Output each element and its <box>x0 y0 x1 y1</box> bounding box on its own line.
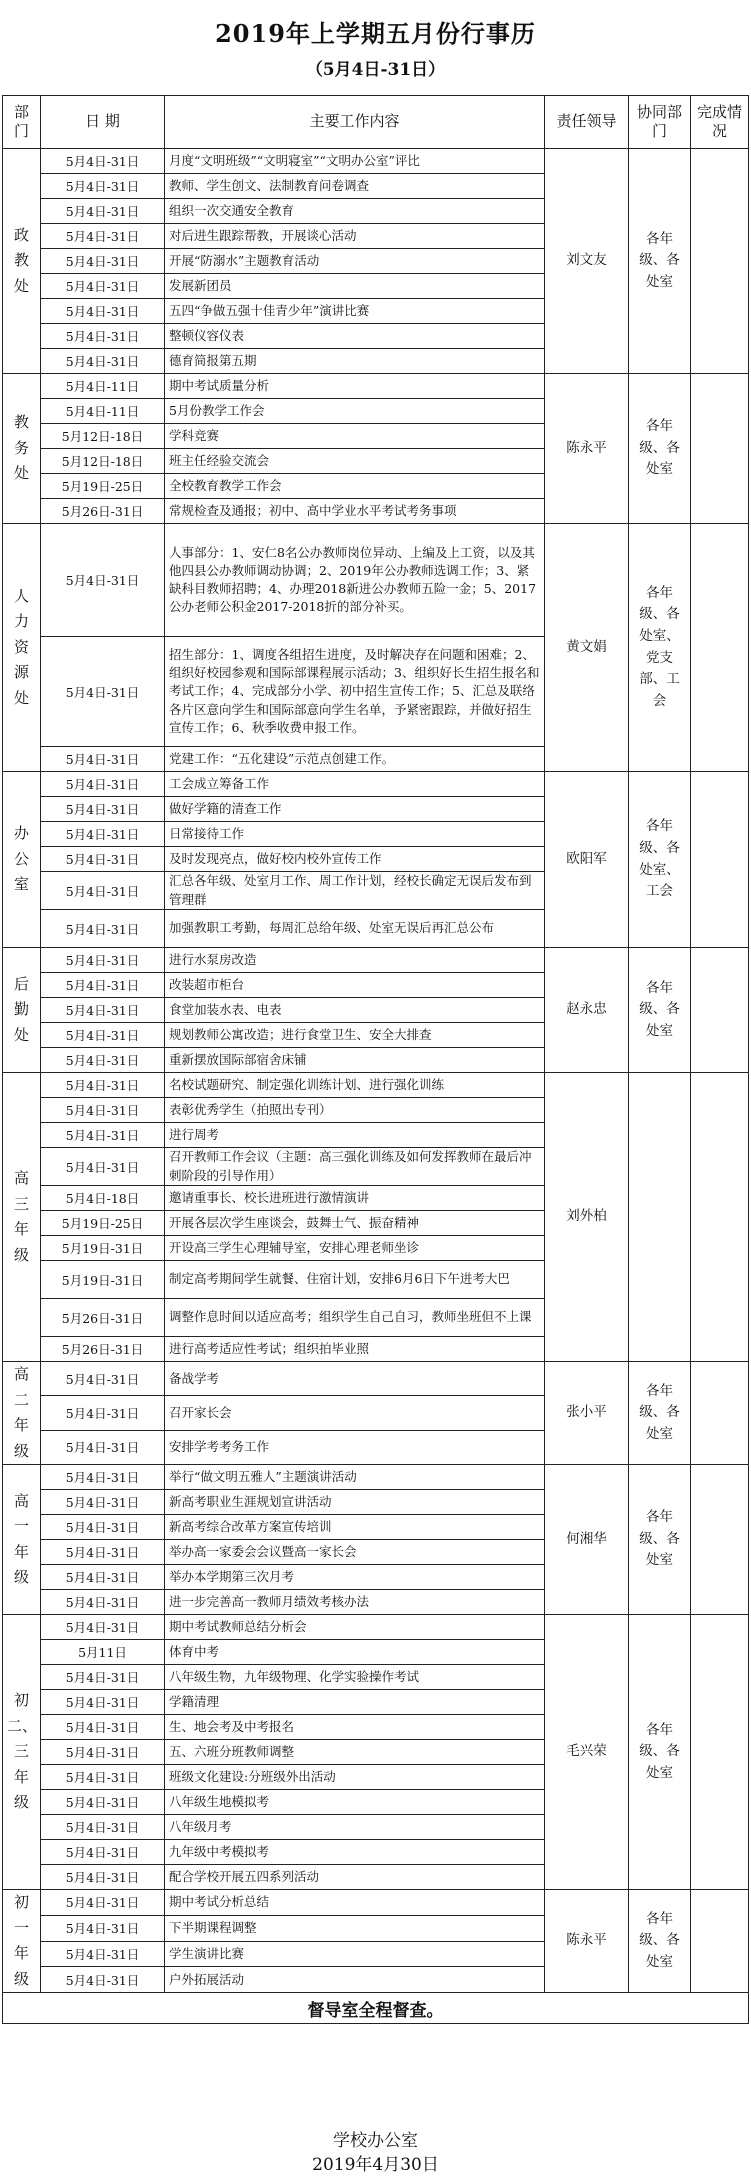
done-cell <box>691 1465 749 1615</box>
task-cell: 新高考综合改革方案宣传培训 <box>165 1515 545 1540</box>
done-cell <box>691 772 749 948</box>
date-cell: 5月4日-31日 <box>41 1515 165 1540</box>
task-cell: 班级文化建设:分班级外出活动 <box>165 1765 545 1790</box>
task-cell: 学生演讲比赛 <box>165 1941 545 1967</box>
leader-cell: 何湘华 <box>545 1465 629 1615</box>
dept-cell: 教务处 <box>3 374 41 524</box>
date-cell: 5月4日-31日 <box>41 1565 165 1590</box>
page-title: 2019年上学期五月份行事历 <box>215 19 536 48</box>
task-cell: 期中考试质量分析 <box>165 374 545 399</box>
task-cell: 常规检查及通报；初中、高中学业水平考试考务事项 <box>165 499 545 524</box>
supervision-row <box>3 1993 749 2024</box>
date-cell: 5月26日-31日 <box>41 1299 165 1337</box>
date-cell: 5月4日-31日 <box>41 174 165 199</box>
task-cell: 德育简报第五期 <box>165 349 545 374</box>
table-row <box>3 1073 749 1098</box>
page-subtitle: （5月4日-31日） <box>305 60 446 80</box>
task-cell: 制定高考期间学生就餐、住宿计划，安排6月6日下午进考大巴 <box>165 1261 545 1299</box>
task-cell: 发展新团员 <box>165 274 545 299</box>
done-cell <box>691 948 749 1073</box>
task-cell: 调整作息时间以适应高考；组织学生自己自习，教师坐班但不上课 <box>165 1299 545 1337</box>
date-cell: 5月4日-31日 <box>41 1148 165 1186</box>
date-cell: 5月4日-31日 <box>41 1540 165 1565</box>
date-cell: 5月4日-31日 <box>41 1690 165 1715</box>
task-cell: 召开教师工作会议（主题：高三强化训练及如何发挥教师在最后冲刺阶段的引导作用） <box>165 1148 545 1186</box>
date-cell: 5月4日-31日 <box>41 772 165 797</box>
coop-cell: 各年级、各处室 <box>629 374 691 524</box>
task-cell: 举办本学期第三次月考 <box>165 1565 545 1590</box>
date-cell: 5月4日-31日 <box>41 249 165 274</box>
footer-date: 2019年4月30日 <box>312 2155 439 2175</box>
date-cell: 5月4日-31日 <box>41 1740 165 1765</box>
date-cell: 5月4日-31日 <box>41 1840 165 1865</box>
date-cell: 5月19日-31日 <box>41 1236 165 1261</box>
date-cell: 5月4日-31日 <box>41 747 165 772</box>
date-cell: 5月4日-31日 <box>41 797 165 822</box>
task-cell: 日常接待工作 <box>165 822 545 847</box>
done-cell <box>691 1073 749 1362</box>
date-cell: 5月4日-31日 <box>41 973 165 998</box>
date-cell: 5月11日 <box>41 1640 165 1665</box>
done-cell <box>691 524 749 772</box>
footer-office: 学校办公室 <box>333 2131 418 2151</box>
dept-cell: 高三年级 <box>3 1073 41 1362</box>
done-cell <box>691 149 749 374</box>
header-dept: 部门 <box>3 96 41 149</box>
leader-cell: 刘文友 <box>545 149 629 374</box>
date-cell: 5月4日-31日 <box>41 1023 165 1048</box>
table-row <box>3 374 749 399</box>
task-cell: 开展“防溺水”主题教育活动 <box>165 249 545 274</box>
date-cell: 5月4日-31日 <box>41 324 165 349</box>
table-row <box>3 1362 749 1396</box>
task-cell: 加强教职工考勤，每周汇总给年级、处室无误后再汇总公布 <box>165 910 545 948</box>
task-cell: 做好学籍的清查工作 <box>165 797 545 822</box>
task-cell: 进行周考 <box>165 1123 545 1148</box>
leader-cell: 黄文娟 <box>545 524 629 772</box>
task-cell: 备战学考 <box>165 1362 545 1396</box>
task-cell: 月度“文明班级”“文明寝室”“文明办公室”评比 <box>165 149 545 174</box>
task-cell: 工会成立筹备工作 <box>165 772 545 797</box>
task-cell: 学科竞赛 <box>165 424 545 449</box>
task-cell: 表彰优秀学生（拍照出专刊） <box>165 1098 545 1123</box>
date-cell: 5月4日-31日 <box>41 149 165 174</box>
task-cell: 党建工作：“五化建设”示范点创建工作。 <box>165 747 545 772</box>
date-cell: 5月4日-31日 <box>41 847 165 872</box>
task-cell: 及时发现亮点，做好校内校外宣传工作 <box>165 847 545 872</box>
date-cell: 5月4日-31日 <box>41 1915 165 1941</box>
header-task: 主要工作内容 <box>165 96 545 149</box>
date-cell: 5月4日-31日 <box>41 1362 165 1396</box>
date-cell: 5月4日-31日 <box>41 199 165 224</box>
header-done: 完成情况 <box>691 96 749 149</box>
date-cell: 5月4日-31日 <box>41 1941 165 1967</box>
leader-cell: 陈永平 <box>545 374 629 524</box>
leader-cell: 欧阳军 <box>545 772 629 948</box>
table-row <box>3 948 749 973</box>
task-cell: 班主任经验交流会 <box>165 449 545 474</box>
date-cell: 5月4日-31日 <box>41 637 165 747</box>
header-row <box>3 96 749 149</box>
date-cell: 5月4日-31日 <box>41 910 165 948</box>
header-coop: 协同部门 <box>629 96 691 149</box>
task-cell: 5月份教学工作会 <box>165 399 545 424</box>
date-cell: 5月4日-31日 <box>41 274 165 299</box>
coop-cell <box>629 1073 691 1362</box>
task-cell: 汇总各年级、处室月工作、周工作计划，经校长确定无误后发布到管理群 <box>165 872 545 910</box>
task-cell: 开展各层次学生座谈会，鼓舞士气、振奋精神 <box>165 1211 545 1236</box>
dept-cell: 办公室 <box>3 772 41 948</box>
date-cell: 5月4日-31日 <box>41 948 165 973</box>
date-cell: 5月4日-31日 <box>41 1073 165 1098</box>
task-cell: 举行“做文明五雅人”主题演讲活动 <box>165 1465 545 1490</box>
date-cell: 5月4日-31日 <box>41 299 165 324</box>
date-cell: 5月4日-11日 <box>41 399 165 424</box>
task-cell: 名校试题研究、制定强化训练计划、进行强化训练 <box>165 1073 545 1098</box>
coop-cell: 各年级、各处室、党支部、工会 <box>629 524 691 772</box>
task-cell: 期中考试分析总结 <box>165 1890 545 1916</box>
date-cell: 5月4日-31日 <box>41 1490 165 1515</box>
date-cell: 5月26日-31日 <box>41 499 165 524</box>
task-cell: 八年级生物，九年级物理、化学实验操作考试 <box>165 1665 545 1690</box>
task-cell: 招生部分：1、调度各组招生进度，及时解决存在问题和困难；2、组织好校园参观和国际部课程展示活动；3、组织好长生招生报名和考试工作；4、完成部分小学、初中招生宣传工作；5、汇总及联络各片区意向学生和国际部意向学生名单，予紧密跟踪，并做好招生宣传工作；6、秋季收费申报工作。 <box>165 637 545 747</box>
date-cell: 5月4日-31日 <box>41 1615 165 1640</box>
leader-cell: 刘外柏 <box>545 1073 629 1362</box>
task-cell: 邀请重事长、校长进班进行激情演讲 <box>165 1186 545 1211</box>
task-cell: 食堂加装水表、电表 <box>165 998 545 1023</box>
date-cell: 5月4日-31日 <box>41 1430 165 1464</box>
header-date: 日 期 <box>41 96 165 149</box>
task-cell: 新高考职业生涯规划宣讲活动 <box>165 1490 545 1515</box>
date-cell: 5月4日-31日 <box>41 1890 165 1916</box>
date-cell: 5月4日-31日 <box>41 1465 165 1490</box>
dept-cell: 政教处 <box>3 149 41 374</box>
date-cell: 5月4日-31日 <box>41 872 165 910</box>
task-cell: 重新摆放国际部宿舍床铺 <box>165 1048 545 1073</box>
task-cell: 组织一次交通安全教育 <box>165 199 545 224</box>
coop-cell: 各年级、各处室 <box>629 1615 691 1890</box>
task-cell: 进一步完善高一教师月绩效考核办法 <box>165 1590 545 1615</box>
dept-cell: 高一年级 <box>3 1465 41 1615</box>
task-cell: 户外拓展活动 <box>165 1967 545 1993</box>
task-cell: 对后进生跟踪帮教，开展谈心活动 <box>165 224 545 249</box>
date-cell: 5月4日-31日 <box>41 1665 165 1690</box>
leader-cell: 陈永平 <box>545 1890 629 1993</box>
task-cell: 体育中考 <box>165 1640 545 1665</box>
date-cell: 5月4日-31日 <box>41 1790 165 1815</box>
date-cell: 5月4日-31日 <box>41 1098 165 1123</box>
done-cell <box>691 1362 749 1465</box>
task-cell: 期中考试教师总结分析会 <box>165 1615 545 1640</box>
leader-cell: 毛兴荣 <box>545 1615 629 1890</box>
date-cell: 5月4日-31日 <box>41 998 165 1023</box>
task-cell: 改装超市柜台 <box>165 973 545 998</box>
date-cell: 5月12日-18日 <box>41 449 165 474</box>
date-cell: 5月4日-31日 <box>41 1865 165 1890</box>
dept-cell: 高二年级 <box>3 1362 41 1465</box>
date-cell: 5月4日-31日 <box>41 1815 165 1840</box>
leader-cell: 张小平 <box>545 1362 629 1465</box>
table-row <box>3 1890 749 1916</box>
task-cell: 五四“争做五强十佳青少年”演讲比赛 <box>165 299 545 324</box>
done-cell <box>691 1615 749 1890</box>
date-cell: 5月4日-31日 <box>41 1967 165 1993</box>
task-cell: 全校教育教学工作会 <box>165 474 545 499</box>
task-cell: 召开家长会 <box>165 1396 545 1430</box>
coop-cell: 各年级、各处室 <box>629 149 691 374</box>
task-cell: 规划教师公寓改造；进行食堂卫生、安全大排查 <box>165 1023 545 1048</box>
schedule-body <box>3 149 749 1993</box>
task-cell: 举办高一家委会会议暨高一家长会 <box>165 1540 545 1565</box>
date-cell: 5月4日-31日 <box>41 1123 165 1148</box>
task-cell: 九年级中考模拟考 <box>165 1840 545 1865</box>
coop-cell: 各年级、各处室 <box>629 948 691 1073</box>
date-cell: 5月4日-31日 <box>41 822 165 847</box>
task-cell: 五、六班分班教师调整 <box>165 1740 545 1765</box>
date-cell: 5月4日-31日 <box>41 1715 165 1740</box>
schedule-table <box>2 95 749 2024</box>
task-cell: 教师、学生创文、法制教育问卷调查 <box>165 174 545 199</box>
date-cell: 5月4日-31日 <box>41 524 165 637</box>
table-row <box>3 1465 749 1490</box>
task-cell: 整顿仪容仪表 <box>165 324 545 349</box>
coop-cell: 各年级、各处室 <box>629 1465 691 1615</box>
coop-cell: 各年级、各处室、工会 <box>629 772 691 948</box>
task-cell: 配合学校开展五四系列活动 <box>165 1865 545 1890</box>
coop-cell: 各年级、各处室 <box>629 1890 691 1993</box>
task-cell: 安排学考考务工作 <box>165 1430 545 1464</box>
done-cell <box>691 374 749 524</box>
date-cell: 5月19日-25日 <box>41 1211 165 1236</box>
table-row <box>3 1615 749 1640</box>
date-cell: 5月19日-31日 <box>41 1261 165 1299</box>
table-row <box>3 772 749 797</box>
task-cell: 生、地会考及中考报名 <box>165 1715 545 1740</box>
task-cell: 下半期课程调整 <box>165 1915 545 1941</box>
dept-cell: 人力资源处 <box>3 524 41 772</box>
date-cell: 5月4日-11日 <box>41 374 165 399</box>
task-cell: 学籍清理 <box>165 1690 545 1715</box>
table-row <box>3 149 749 174</box>
coop-cell: 各年级、各处室 <box>629 1362 691 1465</box>
date-cell: 5月26日-31日 <box>41 1337 165 1362</box>
task-cell: 八年级月考 <box>165 1815 545 1840</box>
date-cell: 5月4日-31日 <box>41 1765 165 1790</box>
date-cell: 5月4日-31日 <box>41 1590 165 1615</box>
date-cell: 5月19日-25日 <box>41 474 165 499</box>
date-cell: 5月12日-18日 <box>41 424 165 449</box>
table-row <box>3 524 749 637</box>
task-cell: 进行水泵房改造 <box>165 948 545 973</box>
date-cell: 5月4日-31日 <box>41 1396 165 1430</box>
task-cell: 进行高考适应性考试；组织拍毕业照 <box>165 1337 545 1362</box>
header-leader: 责任领导 <box>545 96 629 149</box>
date-cell: 5月4日-31日 <box>41 224 165 249</box>
dept-cell: 初一年级 <box>3 1890 41 1993</box>
dept-cell: 初二、三年级 <box>3 1615 41 1890</box>
leader-cell: 赵永忠 <box>545 948 629 1073</box>
task-cell: 人事部分：1、安仁8名公办教师岗位异动、上编及上工资，以及其他四县公办教师调动协调；2、2019年公办教师选调工作；3、紧缺科目教师招聘；4、办理2018新进公办教师五险一金；5、2017公办老师公积金2017-2018折的部分补买。 <box>165 524 545 637</box>
dept-cell: 后勤处 <box>3 948 41 1073</box>
done-cell <box>691 1890 749 1993</box>
task-cell: 开设高三学生心理辅导室，安排心理老师坐诊 <box>165 1236 545 1261</box>
task-cell: 八年级生地模拟考 <box>165 1790 545 1815</box>
date-cell: 5月4日-31日 <box>41 349 165 374</box>
supervision-note: 督导室全程督查。 <box>3 1993 749 2024</box>
date-cell: 5月4日-18日 <box>41 1186 165 1211</box>
date-cell: 5月4日-31日 <box>41 1048 165 1073</box>
